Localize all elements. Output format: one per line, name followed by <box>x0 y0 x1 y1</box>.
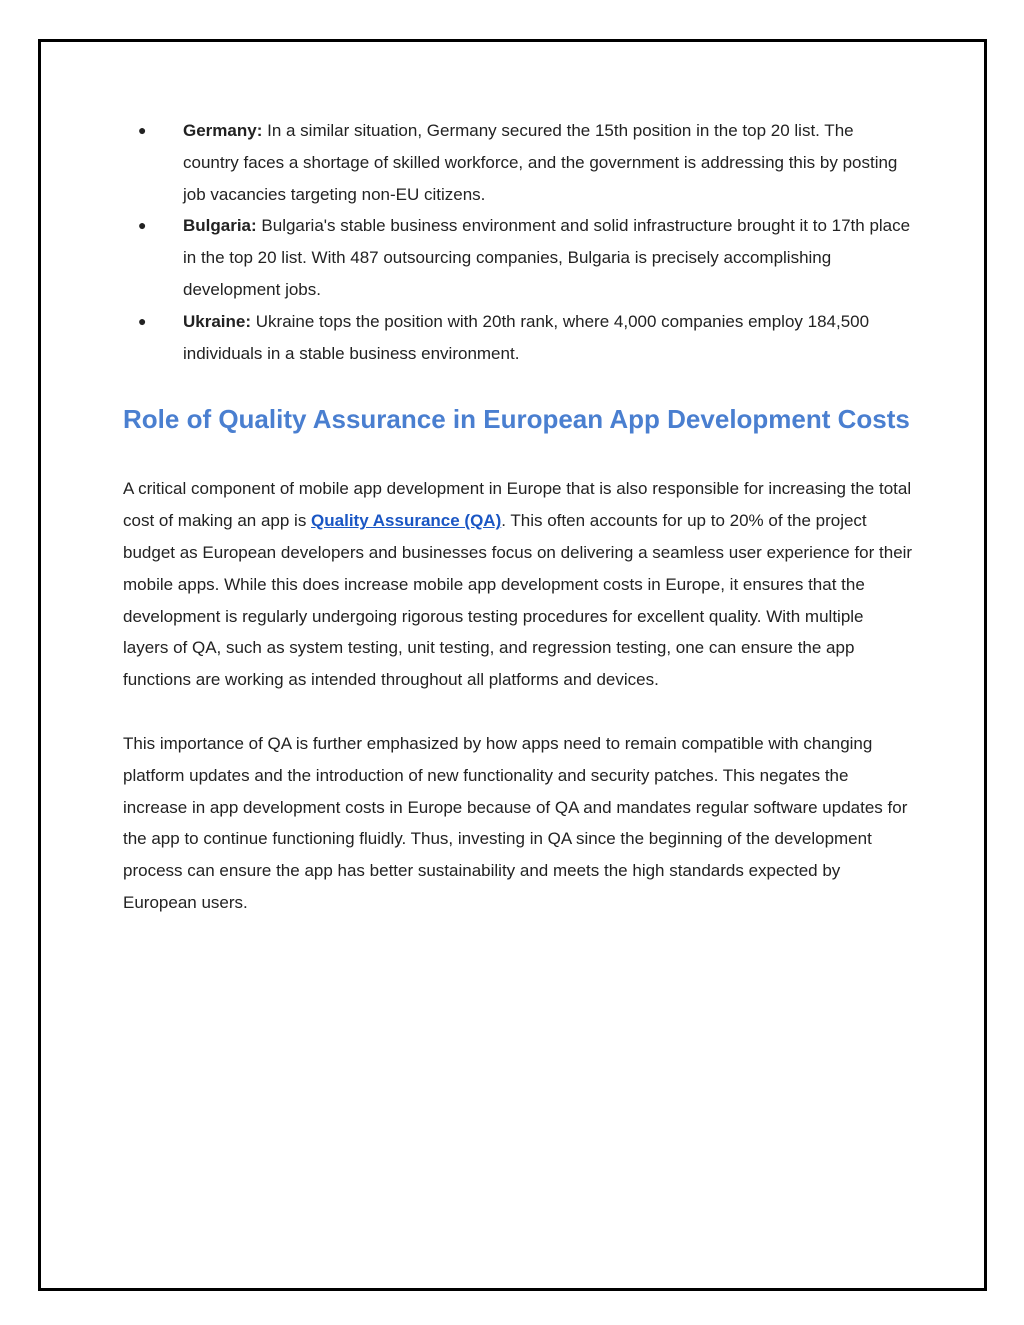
paragraph-text: A critical component of mobile app development in Europe that is also responsible for increasing the total cost of making an app is <box>123 479 912 531</box>
bullet-icon: ● <box>138 122 147 138</box>
country-bullet-list <box>123 115 913 369</box>
bullet-item-ukraine <box>123 306 913 370</box>
bullet-term: Ukraine: <box>183 311 252 331</box>
bullet-text: In a similar situation, Germany secured the 15th position in the top 20 list. The country faces a shortage of skilled workforce, and the government is addressing this by posting job vacancies targeting non-EU citizens. <box>183 121 898 204</box>
page-frame <box>38 39 987 1291</box>
document-content <box>123 115 913 919</box>
paragraph-text: . This often accounts for up to 20% of the project budget as European developers and businesses focus on delivering a seamless user experience for their mobile apps. While this does increase mobile app development costs in Europe, it ensures that the development is regularly undergoing rigorous testing procedures for excellent quality. With multiple layers of QA, such as system testing, unit testing, and regression testing, one can ensure the app functions are working as intended throughout all platforms and devices. <box>123 511 913 690</box>
bullet-icon: ● <box>138 312 147 329</box>
bullet-text: Bulgaria's stable business environment and solid infrastructure brought it to 17th place in the top 20 list. With 487 outsourcing companies, Bulgaria is precisely accomplishing development jobs. <box>183 216 911 299</box>
bullet-term: Germany: <box>183 121 263 140</box>
bullet-item-germany <box>123 115 913 210</box>
paragraph-qa-importance: This importance of QA is further emphasized by how apps need to remain compatible with changing platform updates and the introduction of new functionality and security patches. This negates the increase in app development costs in Europe because of QA and mandates regular software updates for the app to continue functioning fluidly. Thus, investing in QA since the beginning of the development process can ensure the app has better sustainability and meets the high standards expected by European users. <box>123 733 908 912</box>
bullet-text: Ukraine tops the position with 20th rank, where 4,000 companies employ 184,500 individuals in a stable business environment. <box>183 311 870 363</box>
paragraph-qa-cost <box>123 473 913 696</box>
bullet-item-bulgaria <box>123 210 913 305</box>
quality-assurance-link[interactable]: Quality Assurance (QA) <box>311 511 502 531</box>
bullet-term: Bulgaria: <box>183 216 257 236</box>
section-heading: Role of Quality Assurance in European App Development Costs <box>123 404 910 435</box>
bullet-icon: ● <box>138 217 147 234</box>
